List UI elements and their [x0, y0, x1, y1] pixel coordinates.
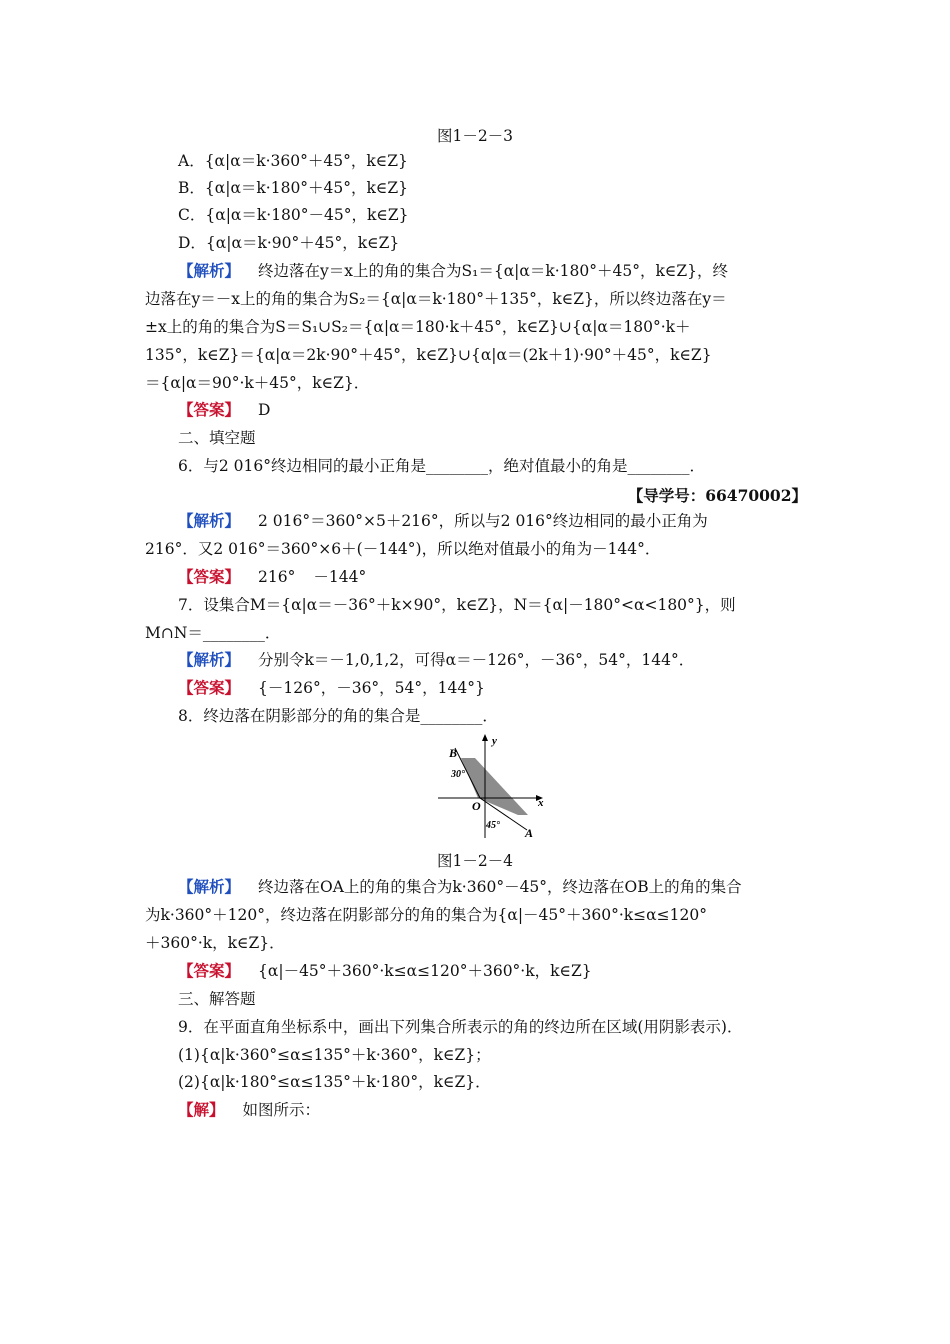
analysis-tag: 【解析】 [178, 511, 241, 530]
option-a: A．{α|α＝k·360°＋45°，k∈Z} [178, 152, 408, 170]
q7-answer: 【答案】 {－126°，－36°，54°，144°} [178, 678, 485, 697]
q9-part-2: (2){α|k·180°≤α≤135°＋k·180°，k∈Z}． [178, 1073, 491, 1091]
q6-answer: 【答案】 216° －144° [178, 567, 367, 586]
q5-answer: 【答案】 D [178, 400, 271, 419]
q9-solution: 【解】 如图所示： [178, 1100, 321, 1119]
q6-analysis-line-1: 【解析】 2 016°＝360°×5＋216°，所以与2 016°终边相同的最小正角为 [178, 511, 708, 530]
label-a: A [525, 826, 534, 840]
answer-tag: 【答案】 [178, 678, 241, 697]
figure-caption-1-2-3: 图1－2－3 [436, 127, 514, 145]
label-30: 30° [451, 769, 465, 780]
option-b: B．{α|α＝k·180°＋45°，k∈Z} [178, 179, 409, 197]
q9-text: 9．在平面直角坐标系中，画出下列集合所表示的角的终边所在区域(用阴影表示)． [178, 1018, 743, 1036]
label-y: y [492, 735, 497, 747]
analysis-tag: 【解析】 [178, 261, 241, 280]
q5-analysis-line-3: ±x上的角的集合为S＝S₁∪S₂＝{α|α＝180·k＋45°，k∈Z}∪{α|α＝180°·k＋ [145, 318, 691, 336]
q5-analysis-line-1: 【解析】 终边落在y＝x上的角的集合为S₁＝{α|α＝k·180°＋45°，k∈Z}，终 [178, 261, 728, 280]
q7-analysis: 【解析】 分别令k＝－1,0,1,2，可得α＝－126°，－36°，54°，144°． [178, 650, 695, 669]
analysis-tag: 【解析】 [178, 877, 241, 896]
q7-line-2: M∩N＝________． [145, 624, 281, 642]
q8-answer: 【答案】 {α|－45°＋360°·k≤α≤120°＋360°·k，k∈Z} [178, 961, 592, 980]
label-x: x [538, 797, 544, 809]
label-45: 45° [486, 820, 500, 831]
label-o: O [472, 799, 481, 813]
option-c: C．{α|α＝k·180°－45°，k∈Z} [178, 206, 409, 224]
q8-analysis-line-3: ＋360°·k，k∈Z}． [145, 934, 285, 952]
section-fill-in: 二、填空题 [178, 429, 256, 447]
q5-analysis-line-4: 135°，k∈Z}＝{α|α＝2k·90°＋45°，k∈Z}∪{α|α＝(2k＋1)·90°＋45°，k∈Z} [145, 346, 712, 364]
q6-text: 6．与2 016°终边相同的最小正角是________，绝对值最小的角是________． [178, 457, 705, 475]
answer-tag: 【答案】 [178, 567, 241, 586]
figure-caption-1-2-4: 图1－2－4 [436, 852, 514, 870]
analysis-tag: 【解析】 [178, 650, 241, 669]
solution-tag: 【解】 [178, 1100, 225, 1119]
q8-analysis-line-2: 为k·360°＋120°，终边落在阴影部分的角的集合为{α|－45°＋360°·k≤α≤120° [145, 906, 707, 924]
q7-line-1: 7．设集合M＝{α|α＝－36°＋k×90°，k∈Z}，N＝{α|－180°<α<180°}，则 [178, 596, 736, 614]
q6-analysis-line-2: 216°．又2 016°＝360°×6＋(－144°)，所以绝对值最小的角为－144°． [145, 540, 661, 558]
q8-analysis-line-1: 【解析】 终边落在OA上的角的集合为k·360°－45°，终边落在OB上的角的集合 [178, 877, 742, 896]
q5-analysis-line-5: ＝{α|α＝90°·k＋45°，k∈Z}． [145, 374, 370, 392]
q9-part-1: (1){α|k·360°≤α≤135°＋k·360°，k∈Z}； [178, 1046, 491, 1064]
option-d: D．{α|α＝k·90°＋45°，k∈Z} [178, 234, 400, 252]
q5-analysis-line-2: 边落在y＝－x上的角的集合为S₂＝{α|α＝k·180°＋135°，k∈Z}，所以终边落在y＝ [145, 290, 727, 308]
q6-guide-number: 【导学号：66470002】 [627, 486, 807, 505]
q8-text: 8．终边落在阴影部分的角的集合是________． [178, 707, 498, 725]
shaded-angle-figure [430, 730, 560, 842]
label-b: B [449, 746, 458, 760]
y-axis-arrow [482, 734, 488, 741]
answer-tag: 【答案】 [178, 400, 241, 419]
section-solve: 三、解答题 [178, 990, 256, 1008]
answer-tag: 【答案】 [178, 961, 241, 980]
